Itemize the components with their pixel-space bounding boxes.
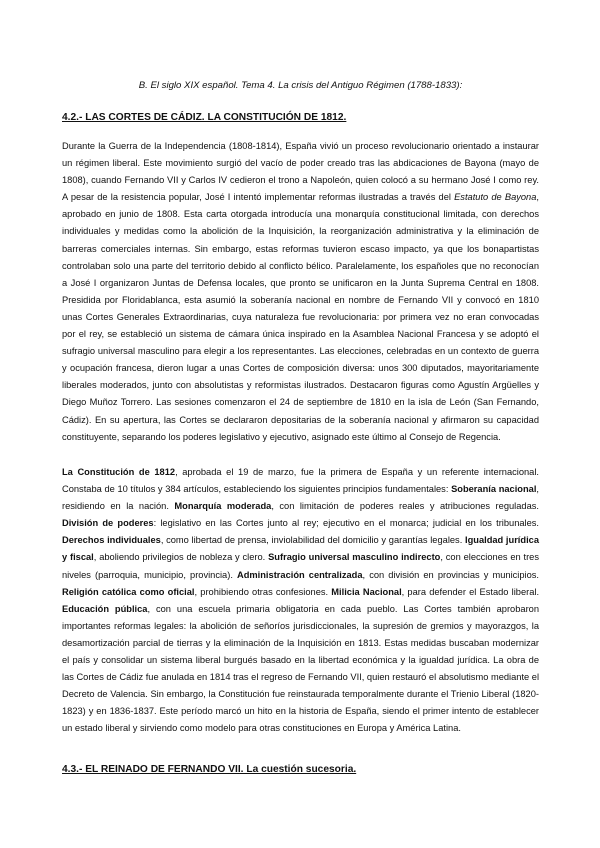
bold-term: División de poderes <box>62 518 154 529</box>
bold-term: Educación pública <box>62 603 148 614</box>
bold-term: La Constitución de 1812 <box>62 467 176 477</box>
paragraph-text: , con limitación de poderes reales y atribuciones reguladas. <box>271 501 539 512</box>
running-header: B. El siglo XIX español. Tema 4. La crisis del Antiguo Régimen (1788-1833): <box>138 80 463 91</box>
bold-term: Administración centralizada <box>237 569 363 580</box>
paragraph-text: , aprobada el 19 de marzo, fue la primera de España y un referente internacional. Constaba de 10 títulos y 384 artículos, estableciendo los siguientes principios fundamentales: <box>62 467 539 495</box>
paragraph-text: , aboliendo privilegios de nobleza y clero. <box>93 552 269 563</box>
paragraph-text: , con elecciones en tres niveles (parroquia, municipio, provincia). <box>62 552 540 580</box>
paragraph-text: , para defender el Estado liberal. <box>401 586 540 597</box>
paragraph-guerra-independencia <box>62 138 539 446</box>
bold-term: Derechos individuales <box>62 535 161 546</box>
section-heading-4-2: 4.2.- LAS CORTES DE CÁDIZ. LA CONSTITUCIÓN DE 1812. <box>62 112 347 123</box>
bold-term: Igualdad jurídica y fiscal <box>62 535 539 563</box>
bold-term: Soberanía nacional <box>451 484 537 495</box>
bold-term: Religión católica como oficial <box>62 586 195 597</box>
paragraph-text: , residiendo en la nación. <box>62 484 539 512</box>
paragraph-text: , con división en provincias y municipios. <box>362 569 540 580</box>
paragraph-constitucion-1812 <box>62 464 539 738</box>
bold-term: Sufragio universal masculino indirecto <box>268 552 441 563</box>
italic-term-estatuto: Estatuto de Bayona <box>454 192 537 203</box>
paragraph-text: , con una escuela primaria obligatoria en cada pueblo. Las Cortes también aprobaron importantes reformas legales: la abolición de señoríos jurisdiccionales, la supresión de gremios y mayorazgos, la desamortización parcial de tierras y la eliminación de la Inquisición en 1813. Estas medidas buscaban modernizar el país y consolidar un sistema liberal burgués basado en la libertad económica y la igualdad jurídica. La obra de las Cortes de Cádiz fue anulada en 1814 tras el regreso de Fernando VII, quien restauró el absolutismo mediante el Decreto de Valencia. Sin embargo, la Constitución fue reinstaurada temporalmente durante el Trienio Liberal (1820-1823) y en 1836-1837. Este período marcó un hito en la historia de España, siendo el primer intento de establecer un estado liberal y sirviendo como modelo para otras constituciones en Europa y América Latina. <box>62 603 540 734</box>
paragraph-text: , como libertad de prensa, inviolabilidad del domicilio y garantías legales. <box>160 535 465 546</box>
paragraph-text: Durante la Guerra de la Independencia (1808-1814), España vivió un proceso revolucionario orientado a instaurar un régimen liberal. Este movimiento surgió del vacío de poder creado tras las abdicaciones de Bayona (mayo de 1808), cuando Fernando VII y Carlos IV cedieron el trono a Napoleón, quien colocó a su hermano José I como rey. A pesar de la resistencia popular, José I intentó implementar reformas ilustradas a través del <box>62 141 539 203</box>
paragraph-text: , prohibiendo otras confesiones. <box>194 586 332 597</box>
paragraph-text: , aprobado en junio de 1808. Esta carta otorgada introducía una monarquía constitucional limitada, con derechos individuales y medidas como la abolición de la Inquisición, la reorganización administrativa y la eliminación de barreras comerciales internas. Sin embargo, estas reformas tuvieron escaso impacto, ya que los bonapartistas controlaban solo una parte del territorio debido al conflicto bélico. Paralelamente, los españoles que no reconocían a José I organizaron Juntas de Defensa locales, que pronto se unificaron en la Junta Suprema Central en 1808. Presidida por Floridablanca, esta asumió la soberanía nacional en nombre de Fernando VII y convocó en 1810 unas Cortes Generales Extraordinarias, cuya naturaleza fue revolucionaria: por primera vez no eran convocadas por el rey, se estableció un sistema de cámara única inspirado en la Asamblea Nacional Francesa y se adoptó el sufragio universal masculino para elegir a los representantes. Las elecciones, celebradas en un contexto de guerra y ocupación francesa, dieron lugar a unas Cortes de composición diversa: unos 300 diputados, mayoritariamente liberales moderados, junto con absolutistas y reformistas ilustrados. Destacaron figuras como Agustín Argüelles y Diego Muñoz Torrero. Las sesiones comenzaron el 24 de septiembre de 1810 en la isla de León (San Fernando, Cádiz). En su apertura, las Cortes se declararon depositarias de la soberanía nacional y afirmaron su capacidad constituyente, separando los poderes legislativo y ejecutivo, asignado este último al Consejo de Regencia. <box>62 192 539 442</box>
paragraph-text: : legislativo en las Cortes junto al rey; ejecutivo en el monarca; judicial en los tribunales. <box>153 518 540 529</box>
bold-term: Monarquía moderada <box>174 501 272 512</box>
bold-term: Milicia Nacional <box>331 586 402 597</box>
section-heading-4-3: 4.3.- EL REINADO DE FERNANDO VII. La cuestión sucesoria. <box>62 764 357 775</box>
